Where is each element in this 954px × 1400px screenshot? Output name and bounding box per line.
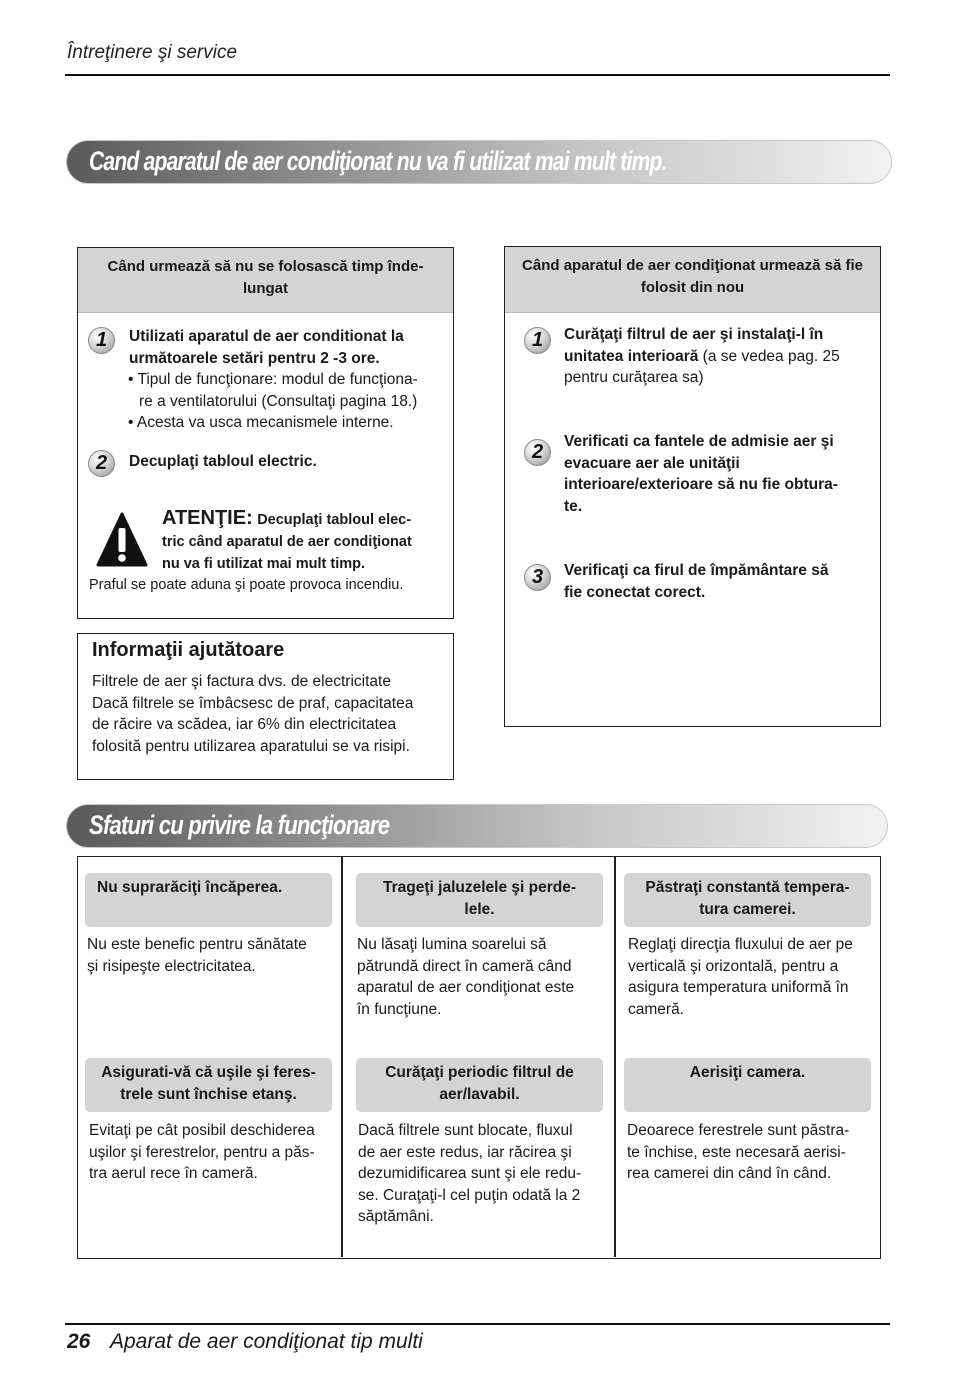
footer-title: Aparat de aer condiţionat tip multi bbox=[110, 1330, 423, 1353]
long-storage-heading: Când urmează să nu se folosască timp înde-lungat bbox=[78, 248, 453, 313]
tip-body-filter: Dacă filtrele sunt blocate, fluxul de aer este redus, iar răcirea şi dezumidificarea sunt şi ele redu- se. Curaţaţi-l cel puţin odată la 2 săptămâni. bbox=[358, 1122, 582, 1225]
tip-heading-temperature: Păstraţi constantă tempera- tura camerei. bbox=[624, 873, 871, 927]
tip-heading-filter: Curăţaţi periodic filtrul de aer/lavabil. bbox=[356, 1058, 603, 1112]
tip-body-overcool: Nu este benefic pentru sănătate şi risipeşte electricitatea. bbox=[87, 936, 307, 975]
tips-divider-2 bbox=[614, 857, 616, 1257]
footer-rule bbox=[65, 1323, 890, 1325]
page-number: 26 bbox=[67, 1330, 91, 1353]
warning-label: ATENŢIE: bbox=[162, 507, 253, 529]
step-number-2: 2 bbox=[88, 450, 115, 477]
reuse-step-number-3: 3 bbox=[524, 564, 551, 591]
section1-title: Cand aparatul de aer condiţionat nu va fi utilizat mai mult timp. bbox=[89, 146, 667, 176]
reuse-step-1-text: Curăţaţi filtrul de aer şi instalaţi-l în unitatea interioară (a se vedea pag. 25 pentru curăţarea sa) bbox=[564, 326, 840, 386]
tip-heading-ventilate: Aerisiţi camera. bbox=[624, 1058, 871, 1112]
reuse-step-number-2: 2 bbox=[524, 439, 551, 466]
warning-note: Praful se poate aduna şi poate provoca incendiu. bbox=[89, 577, 404, 593]
step-number-1: 1 bbox=[88, 327, 115, 354]
running-header: Întreţinere şi service bbox=[67, 42, 238, 63]
section1-band bbox=[66, 140, 892, 184]
tip-heading-doors: Asigurati-vă că uşile şi feres- trele sunt închise etanş. bbox=[85, 1058, 332, 1112]
tip-body-temperature: Reglaţi direcţia fluxului de aer pe verticală şi orizontală, pentru a asigura temperatura uniformă în cameră. bbox=[628, 936, 853, 1018]
step-2-text: Decuplaţi tabloul electric. bbox=[129, 453, 317, 470]
tip-body-doors: Evitaţi pe cât posibil deschiderea uşilor şi ferestrelor, pentru a păs- tra aerul rece în cameră. bbox=[89, 1122, 315, 1182]
tips-divider-1 bbox=[341, 857, 343, 1257]
step-1-bullets: • Tipul de funcţionare: modul de funcţiona- re a ventilatorului (Consultaţi pagina 18.) • Acesta va usca mecanismele interne. bbox=[128, 371, 418, 431]
tip-heading-curtains: Trageţi jaluzelele şi perde- lele. bbox=[356, 873, 603, 927]
info-title: Informaţii ajutătoare bbox=[92, 639, 285, 661]
long-storage-box bbox=[77, 247, 454, 619]
info-box bbox=[77, 633, 454, 780]
reuse-step-2-text: Verificati ca fantele de admisie aer şi evacuare aer ale unităţii interioare/exterioare să nu fie obtura- te. bbox=[564, 433, 838, 515]
warning-text: ATENŢIE: Decuplaţi tabloul elec- tric când aparatul de aer condiţionat nu va fi utilizat mai mult timp. bbox=[162, 507, 412, 572]
tip-body-curtains: Nu lăsaţi lumina soarelui să pătrundă direct în cameră când aparatul de aer condiţionat este în funcţiune. bbox=[357, 936, 575, 1018]
section2-band bbox=[66, 804, 888, 848]
tips-grid bbox=[77, 856, 881, 1259]
tip-body-ventilate: Deoarece ferestrele sunt păstra- te închise, este necesară aerisi- rea camerei din când în când. bbox=[627, 1122, 850, 1182]
step-1-text: Utilizati aparatul de aer conditionat la următoarele setări pentru 2 -3 ore. bbox=[129, 328, 404, 367]
reuse-box bbox=[504, 246, 881, 727]
info-text: Filtrele de aer şi factura dvs. de electricitate Dacă filtrele se îmbâcsesc de praf, capacitatea de răcire va scădea, iar 6% din electricitatea folosită pentru utilizarea aparatului se va risipi. bbox=[92, 673, 414, 755]
reuse-step-3-text: Verificaţi ca firul de împământare să fie conectat corect. bbox=[564, 562, 829, 601]
reuse-step-number-1: 1 bbox=[524, 327, 551, 354]
reuse-heading: Când aparatul de aer condiţionat urmează să fie folosit din nou bbox=[505, 247, 880, 313]
warning-triangle-icon bbox=[96, 511, 148, 569]
tip-heading-overcool: Nu suprarăciţi încăperea. bbox=[85, 873, 332, 927]
header-rule bbox=[65, 74, 890, 76]
section2-title: Sfaturi cu privire la funcţionare bbox=[89, 810, 390, 840]
